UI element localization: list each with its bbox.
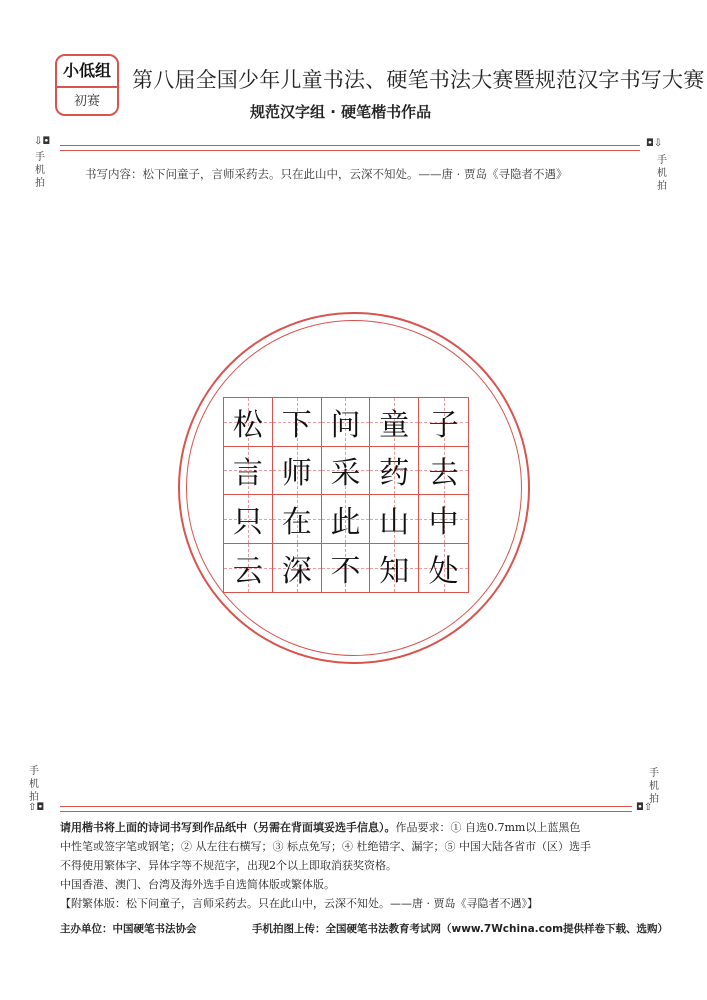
- phone-photo-label-bottom-left: [28, 765, 40, 804]
- phone-photo-char: 机: [35, 165, 45, 176]
- phone-photo-char: 拍: [649, 794, 659, 805]
- grid-cell: 下: [273, 398, 322, 447]
- writing-content-text: 松下问童子，言师采药去。只在此山中，云深不知处。——唐 · 贾岛《寻隐者不遇》: [142, 167, 568, 181]
- phone-photo-char: 手: [649, 768, 659, 779]
- phone-photo-char: 手: [35, 152, 45, 163]
- camera-arrow-icon: ⇩◘: [34, 136, 51, 147]
- requirements-line: 【附繁体版：松下问童子，言师采药去。只在此山中，云深不知处。——唐 · 贾岛《寻隐者不遇》】: [60, 897, 538, 910]
- grid-cell: 言: [224, 447, 273, 496]
- phone-photo-char: 机: [29, 779, 39, 790]
- phone-photo-char: 手: [657, 155, 667, 166]
- grid-cell: 师: [273, 447, 322, 496]
- writing-grid: [223, 397, 469, 593]
- camera-arrow-icon: ◘⇩: [646, 138, 663, 149]
- bottom-rule-inner: [60, 811, 632, 812]
- phone-photo-label-top-right: [656, 154, 668, 193]
- grid-cell: 去: [419, 447, 468, 496]
- requirements-line: 中国香港、澳门、台湾及海外选手自选简体版或繁体版。: [60, 878, 335, 891]
- organizer-text: 主办单位：中国硬笔书法协会: [60, 923, 197, 935]
- grid-cell: 在: [273, 495, 322, 544]
- camera-arrow-icon: ◘⇧: [636, 802, 653, 813]
- grid-cell: 不: [322, 544, 371, 593]
- grid-cell: 知: [370, 544, 419, 593]
- group-badge: [55, 54, 119, 116]
- grid-cell: 只: [224, 495, 273, 544]
- requirements-block: [60, 818, 640, 913]
- grid-cell: 童: [370, 398, 419, 447]
- grid-cell: 中: [419, 495, 468, 544]
- requirements-line: 中性笔或签字笔或钢笔；② 从左往右横写；③ 标点免写；④ 杜绝错字、漏字；⑤ 中国大陆各省市（区）选手: [60, 840, 591, 853]
- page-title: 第八届全国少年儿童书法、硬笔书法大赛暨规范汉字书写大赛: [132, 68, 705, 92]
- page-subtitle: 规范汉字组 · 硬笔楷书作品: [250, 103, 432, 121]
- grid-cell: 问: [322, 398, 371, 447]
- grid-cell: 松: [224, 398, 273, 447]
- grid-cell: 云: [224, 544, 273, 593]
- grid-cell: 采: [322, 447, 371, 496]
- grid-cell: 药: [370, 447, 419, 496]
- phone-photo-label-bottom-right: [648, 767, 660, 806]
- top-rule: [60, 145, 640, 146]
- bottom-rule: [60, 806, 632, 807]
- phone-photo-char: 拍: [657, 181, 667, 192]
- grid-cell: 深: [273, 544, 322, 593]
- grid-cell: 子: [419, 398, 468, 447]
- writing-content: [85, 166, 567, 182]
- phone-photo-char: 拍: [29, 792, 39, 803]
- camera-arrow-icon: ⇧◘: [28, 802, 45, 813]
- phone-photo-char: 手: [29, 766, 39, 777]
- badge-group-label: 小低组: [57, 56, 117, 88]
- writing-content-label: 书写内容：: [85, 167, 143, 181]
- grid-cell: 此: [322, 495, 371, 544]
- phone-photo-label-top-left: [34, 151, 46, 190]
- upload-info-text: 手机拍图上传：全国硬笔书法教育考试网（www.7Wchina.com提供样卷下载、选购）: [252, 923, 669, 935]
- phone-photo-char: 机: [649, 781, 659, 792]
- grid-cell: 处: [419, 544, 468, 593]
- phone-photo-char: 拍: [35, 178, 45, 189]
- top-rule-inner: [60, 150, 640, 151]
- requirements-line: 请用楷书将上面的诗词书写到作品纸中（另需在背面填妥选手信息）。作品要求：① 自选0.7mm以上蓝黑色: [60, 821, 581, 834]
- requirements-line: 不得使用繁体字、异体字等不规范字，出现2个以上即取消获奖资格。: [60, 859, 397, 872]
- badge-round-label: 初赛: [73, 94, 100, 109]
- phone-photo-char: 机: [657, 168, 667, 179]
- grid-cell: 山: [370, 495, 419, 544]
